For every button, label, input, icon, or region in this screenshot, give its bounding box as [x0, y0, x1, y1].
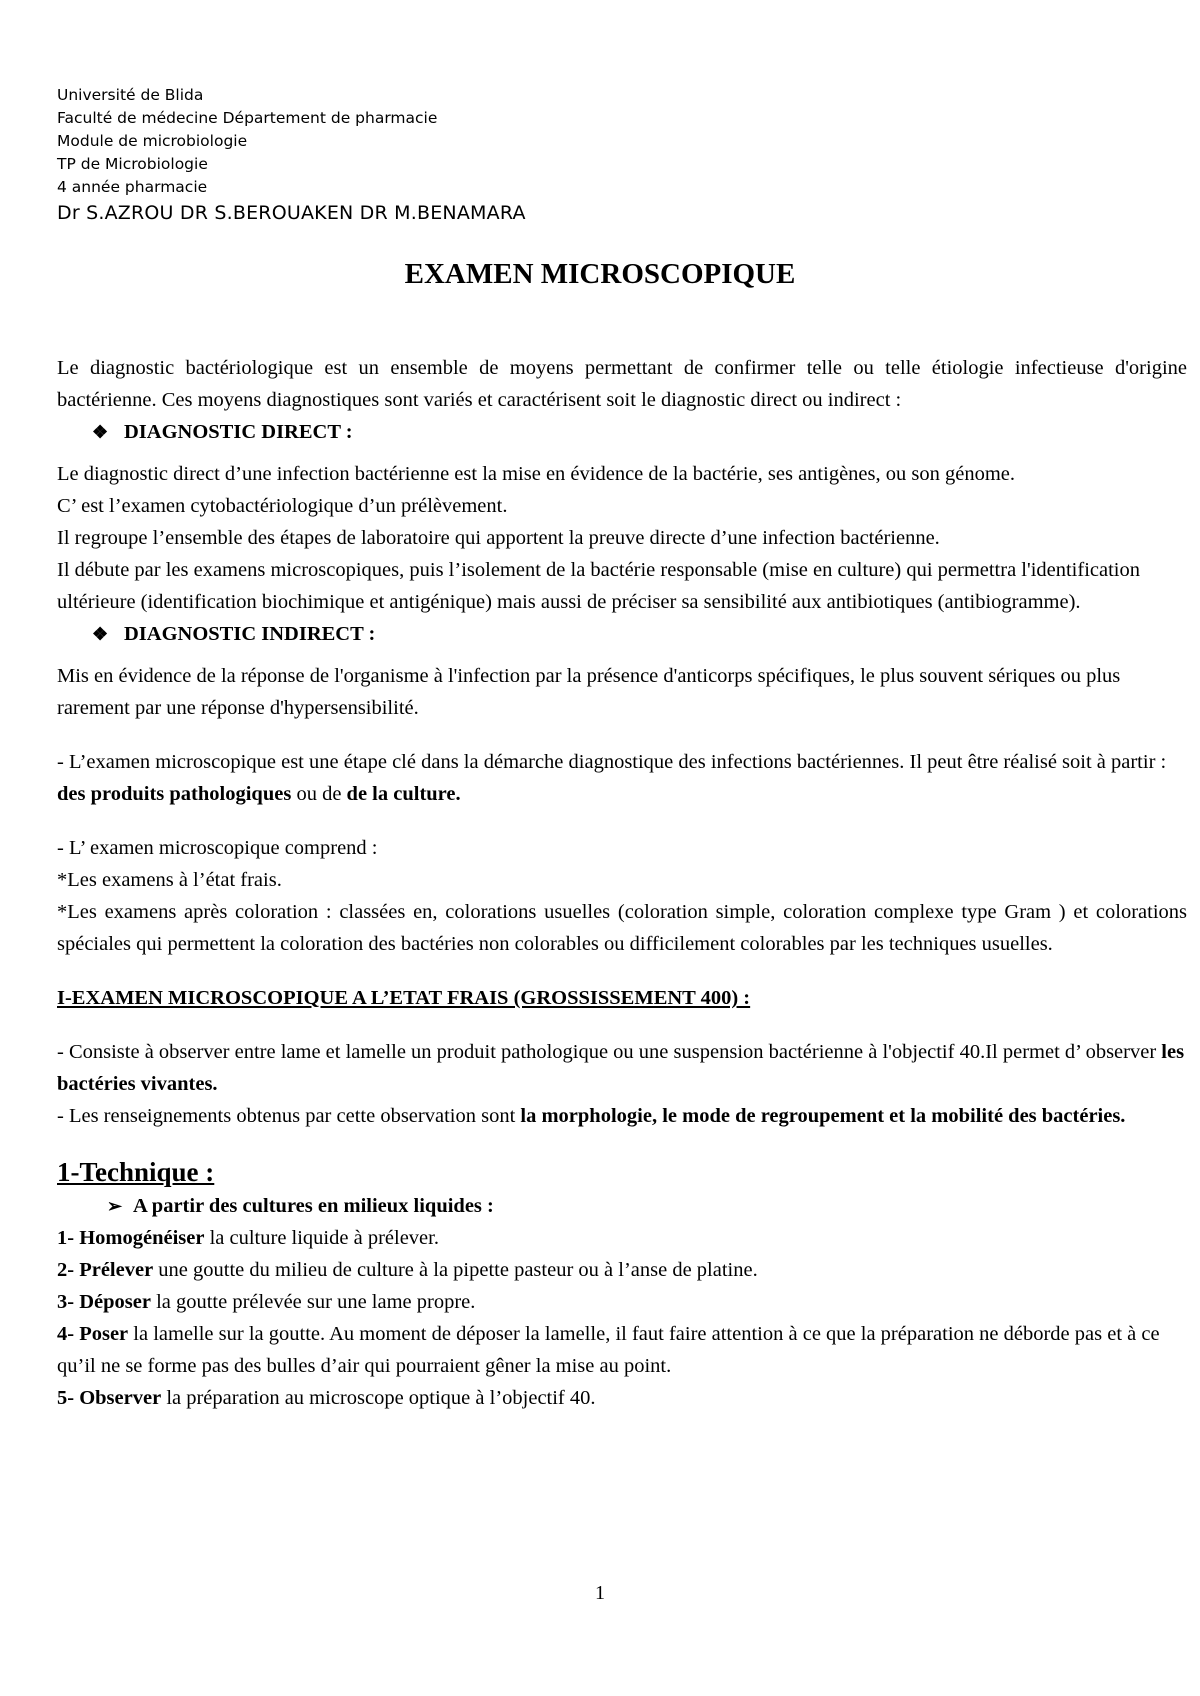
document-body	[57, 352, 1187, 1414]
intro-paragraph: Le diagnostic bactériologique est un ensemble de moyens permettant de confirmer telle ou telle étiologie infectieuse d'origine bactérienne. Ces moyens diagnostiques sont variés et caractérisent soit le diagnostic direct ou indirect :	[57, 357, 1187, 411]
section1-paragraph-2: - Les renseignements obtenus par cette observation sont la morphologie, le mode de regroupement et la mobilité des bactéries.	[57, 1105, 1126, 1127]
section1-paragraph-1: - Consiste à observer entre lame et lamelle un produit pathologique ou une suspension bactérienne à l'objectif 40.Il permet d’ observer les bactéries vivantes.	[57, 1041, 1185, 1095]
direct-paragraph-4: Il débute par les examens microscopiques, puis l’isolement de la bactérie responsable (mise en culture) qui permettra l'identification ultérieure (identification biochimique et antigénique) mais aussi de préciser sa sensibilité aux antibiotiques (antibiogramme).	[57, 559, 1140, 613]
document-header	[57, 84, 526, 225]
indirect-heading-text: DIAGNOSTIC INDIRECT :	[124, 623, 376, 645]
technique-step: 3- Déposer la goutte prélevée sur une lame propre.	[57, 1291, 476, 1313]
diamond-bullet-icon: ❖	[92, 624, 109, 644]
technique-heading: 1-Technique :	[57, 1157, 215, 1187]
direct-paragraph-3: Il regroupe l’ensemble des étapes de laboratoire qui apportent la preuve directe d’une infection bactérienne.	[57, 527, 940, 549]
direct-heading	[92, 416, 1187, 448]
direct-paragraph-2: C’ est l’examen cytobactériologique d’un prélèvement.	[57, 495, 508, 517]
header-university: Université de Blida	[57, 86, 204, 104]
arrow-bullet-icon: ➢	[107, 1196, 123, 1216]
technique-step: 1- Homogénéiser la culture liquide à prélever.	[57, 1227, 439, 1249]
page-title: EXAMEN MICROSCOPIQUE	[404, 258, 796, 290]
technique-step: 4- Poser la lamelle sur la goutte. Au moment de déposer la lamelle, il faut faire attention à ce que la préparation ne déborde pas et à ce qu’il ne se forme pas des bulles d’air qui pourraient gêner la mise au point.	[57, 1323, 1160, 1377]
exam-paragraph-2: - L’ examen microscopique comprend :	[57, 837, 378, 859]
section1-heading: I-EXAMEN MICROSCOPIQUE A L’ETAT FRAIS (GROSSISSEMENT 400) :	[57, 987, 751, 1009]
direct-paragraph-1: Le diagnostic direct d’une infection bactérienne est la mise en évidence de la bactérie, ses antigènes, ou son génome.	[57, 463, 1015, 485]
technique-subheading	[107, 1190, 1187, 1222]
exam-paragraph-4: *Les examens après coloration : classées en, colorations usuelles (coloration simple, coloration complexe type Gram ) et colorations spéciales qui permettent la coloration des bactéries non colorables ou difficilement colorables par les techniques usuelles.	[57, 901, 1187, 955]
header-year: 4 année pharmacie	[57, 178, 208, 196]
direct-heading-text: DIAGNOSTIC DIRECT :	[124, 421, 353, 443]
exam-paragraph-3: *Les examens à l’état frais.	[57, 869, 282, 891]
indirect-paragraph: Mis en évidence de la réponse de l'organisme à l'infection par la présence d'anticorps spécifiques, le plus souvent sériques ou plus rarement par une réponse d'hypersensibilité.	[57, 665, 1121, 719]
indirect-heading	[92, 618, 1187, 650]
page-number: 1	[595, 1582, 605, 1604]
header-tp: TP de Microbiologie	[57, 155, 208, 173]
diamond-bullet-icon: ❖	[92, 422, 109, 442]
technique-step: 5- Observer la préparation au microscope optique à l’objectif 40.	[57, 1387, 596, 1409]
technique-step: 2- Prélever une goutte du milieu de culture à la pipette pasteur ou à l’anse de platine.	[57, 1259, 758, 1281]
header-module: Module de microbiologie	[57, 132, 248, 150]
header-faculty: Faculté de médecine Département de pharmacie	[57, 109, 438, 127]
header-authors: Dr S.AZROU DR S.BEROUAKEN DR M.BENAMARA	[57, 202, 526, 224]
technique-subheading-text: A partir des cultures en milieux liquides :	[133, 1195, 494, 1217]
exam-paragraph-1: - L’examen microscopique est une étape clé dans la démarche diagnostique des infections bactériennes. Il peut être réalisé soit à partir : des produits pathologiques ou de de la culture.	[57, 751, 1167, 805]
